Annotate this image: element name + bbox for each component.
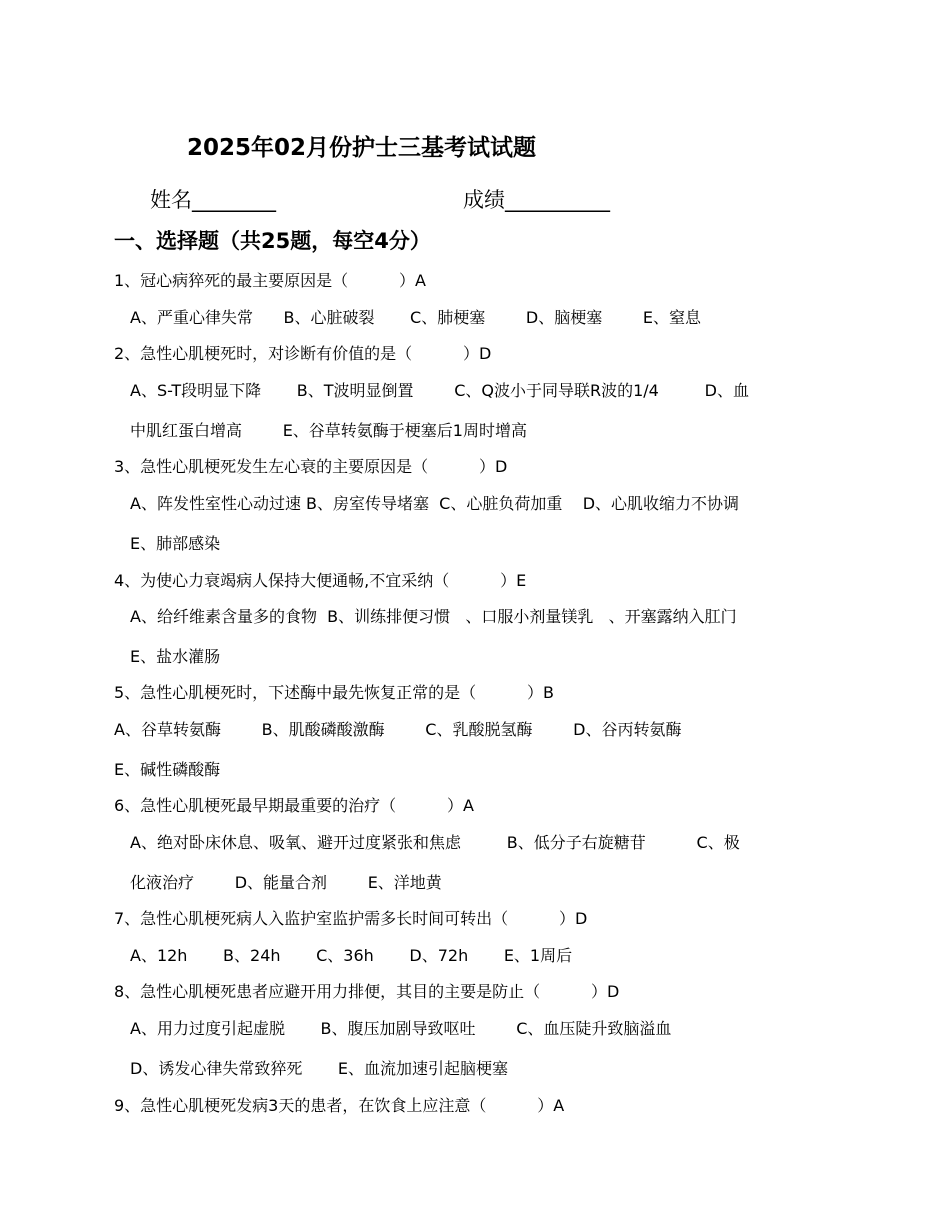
question-options: A、谷草转氨酶 B、肌酸磷酸激酶 C、乳酸脱氢酶 D、谷丙转氨酶 [114,720,682,739]
question-stem: 1、冠心病猝死的最主要原因是（ ）A [114,271,426,290]
question-options: A、12h B、24h C、36h D、72h E、1周后 [130,946,573,965]
question-stem: 2、急性心肌梗死时，对诊断有价值的是（ ）D [114,344,492,363]
question-options: E、碱性磷酸酶 [114,760,221,779]
question-options: 化液治疗 D、能量合剂 E、洋地黄 [130,873,442,892]
question-options: D、诱发心律失常致猝死 E、血流加速引起脑梗塞 [130,1059,509,1078]
question-stem: 6、急性心肌梗死最早期最重要的治疗（ ）A [114,796,474,815]
question-options: A、阵发性室性心动过速 B、房室传导堵塞 C、心脏负荷加重 D、心肌收缩力不协调 [130,494,740,513]
score-field: 成绩__________ [463,188,610,212]
question-stem: 8、急性心肌梗死患者应避开用力排便，其目的主要是防止（ ）D [114,982,620,1001]
question-stem: 7、急性心肌梗死病人入监护室监护需多长时间可转出（ ）D [114,909,588,928]
question-options: 中肌红蛋白增高 E、谷草转氨酶于梗塞后1周时增高 [130,421,527,440]
question-stem: 4、为使心力衰竭病人保持大便通畅,不宜采纳（ ）E [114,571,527,590]
question-stem: 9、急性心肌梗死发病3天的患者，在饮食上应注意（ ）A [114,1096,565,1115]
question-options: A、S-T段明显下降 B、T波明显倒置 C、Q波小于同导联R波的1/4 D、血 [130,381,749,400]
question-options: A、用力过度引起虚脱 B、腹压加剧导致呕吐 C、血压陡升致脑溢血 [130,1019,672,1038]
name-field: 姓名________ [150,188,276,212]
question-options: A、绝对卧床休息、吸氧、避开过度紧张和焦虑 B、低分子右旋糖苷 C、极 [130,833,740,852]
question-stem: 3、急性心肌梗死发生左心衰的主要原因是（ ）D [114,457,508,476]
question-options: A、严重心律失常 B、心脏破裂 C、肺梗塞 D、脑梗塞 E、窒息 [130,308,702,327]
section-heading: 一、选择题（共25题，每空4分） [114,229,431,253]
page-title: 2025年02月份护士三基考试试题 [187,135,537,161]
question-options: E、盐水灌肠 [130,647,221,666]
question-options: E、肺部感染 [130,534,221,553]
question-stem: 5、急性心肌梗死时，下述酶中最先恢复正常的是（ ）B [114,683,555,702]
question-options: A、给纤维素含量多的食物 B、训练排便习惯 、口服小剂量镁乳 、开塞露纳入肛门 [130,607,737,626]
